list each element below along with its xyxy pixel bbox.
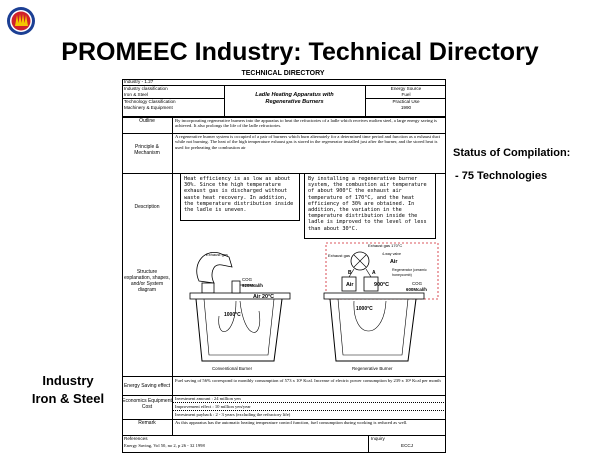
technology-name-line-2: Regenerative Burners: [265, 99, 324, 105]
energy-saving-text: Fuel saving of 56% correspond to monthly consumption of 573 x 10³ Kcal. Increase of electric power consumption by 239 x 10³ Kcal per month: [175, 378, 441, 383]
doc-heading: TECHNICAL DIRECTORY: [241, 70, 325, 77]
technology-name: [226, 92, 363, 106]
structure-diagram: [174, 241, 444, 375]
inquiry-value: ECCJ: [401, 443, 413, 448]
diag-right-a: A: [372, 270, 376, 276]
econ-line-1: Investment amount : 24 million yen: [175, 396, 241, 401]
outline-label: Outline: [139, 118, 155, 124]
diag-right-temp: 1000°C: [356, 306, 373, 312]
econ-line-2: Improvement effect : 10 million yen/year: [175, 404, 251, 409]
technical-directory-sheet: [120, 69, 446, 453]
diag-right-air-2: Air: [346, 282, 354, 288]
energy-saving-label: Energy Saving effect: [123, 383, 171, 389]
remark-text: As this apparatus has the automatic heating temperature control function, fuel consumption during working is reduced as well.: [175, 420, 408, 425]
diag-right-coq: COG: [412, 281, 423, 286]
energy-source-label: Energy Source: [390, 86, 422, 91]
description-regenerative: By installing a regenerative burner system, the combustion air temperature of about 900°C the exhaust air temperature of 170°C, and the heat efficiency of 30% are obtained. In addition, the variation in the temperature distribution inside the ladle is improved to the level of less than about 30°C.: [304, 173, 436, 239]
tech-classification-value: Machinery & Equipment: [124, 105, 173, 110]
outline-text: By incorporating regenerative burners into the apparatus to heat the refractories of a ladle which receives molten steel, a large energy saving is achieved. It also prolongs the life of the ladle refractories.: [175, 118, 437, 129]
conventional-burner-diagram: [190, 252, 290, 361]
industry-label: [20, 372, 116, 408]
diag-left-caption: Conventional Burner: [212, 366, 253, 371]
practical-use-label: Practical Use: [392, 99, 420, 104]
diag-right-exhaust: Exhaust gas 170°C: [368, 243, 403, 248]
diag-right-regen: Regenerator (ceramic honeycomb): [392, 268, 427, 278]
industry-classification-value: Iron & Steel: [124, 92, 149, 97]
inquiry-label: Inquiry: [371, 436, 385, 441]
principle-text: A regenerative burner system is occupied of a pair of burners which burn alternately for a determined time period and function as a exhaust duct while not burning. The heat of the high temperature exhaust gas is stored in the regenerator installed just after the burner, and the stored heat is used for preheating the combustion air: [175, 134, 441, 150]
diag-left-temp: 1000°C: [224, 312, 241, 318]
diag-left-air: Air 20°C: [253, 294, 275, 300]
diag-right-b: B: [348, 270, 352, 276]
industry-line-2: Iron & Steel: [31, 391, 105, 406]
diag-left-coq: COG: [242, 277, 253, 282]
energy-source-value: Fuel: [401, 92, 411, 97]
diag-right-flow: 600Mcal/h: [406, 287, 427, 292]
industry-id: Industry - 1.27: [124, 79, 154, 84]
description-label: Description: [134, 204, 160, 210]
principle-label: Principle & Mechanism: [134, 144, 160, 156]
practical-use-value: 1990: [400, 105, 412, 110]
industry-classification-label: Industry classification: [124, 86, 168, 91]
diag-right-air: Air: [390, 259, 398, 265]
diag-left-flow: 920Mcal/h: [242, 283, 263, 288]
page-title: PROMEEC Industry: Technical Directory: [61, 38, 539, 66]
diag-right-valve: 4-way valve: [382, 252, 401, 256]
tech-classification-label: Technology Classification: [124, 99, 176, 104]
references-value: Energy Saving, Vol 50, no 2, p 26 - 32 1998: [124, 443, 205, 448]
technology-name-line-1: Ladle Heating Apparatus with: [255, 92, 334, 98]
remark-label: Remark: [138, 420, 156, 426]
diag-left-exhaust: Exhaust gas: [206, 252, 229, 257]
references-label: References: [124, 436, 148, 441]
economics-label: Economics Equipment Cost: [122, 398, 172, 410]
diag-right-900: 900°C: [374, 282, 390, 288]
diag-right-caption: Regenerative Burner: [352, 366, 393, 371]
econ-line-3: Investment payback : 2 - 3 years (excluding the refractory life): [175, 412, 291, 417]
diag-right-exhaust-2: Exhaust gas: [328, 253, 351, 258]
status-heading: Status of Compilation:: [453, 147, 571, 159]
asean-logo: [6, 6, 36, 36]
structure-label: Structure explanation, shapes, and/or System diagram: [124, 269, 170, 293]
regenerative-burner-diagram: [324, 243, 438, 361]
description-conventional: Heat efficiency is as low as about 30%. Since the high temperature exhaust gas is discharged without waste heat recovery. In addition, the temperature distribution inside the ladle is uneven.: [180, 173, 300, 221]
industry-line-1: Industry: [42, 373, 94, 388]
status-item: - 75 Technologies: [455, 170, 548, 182]
